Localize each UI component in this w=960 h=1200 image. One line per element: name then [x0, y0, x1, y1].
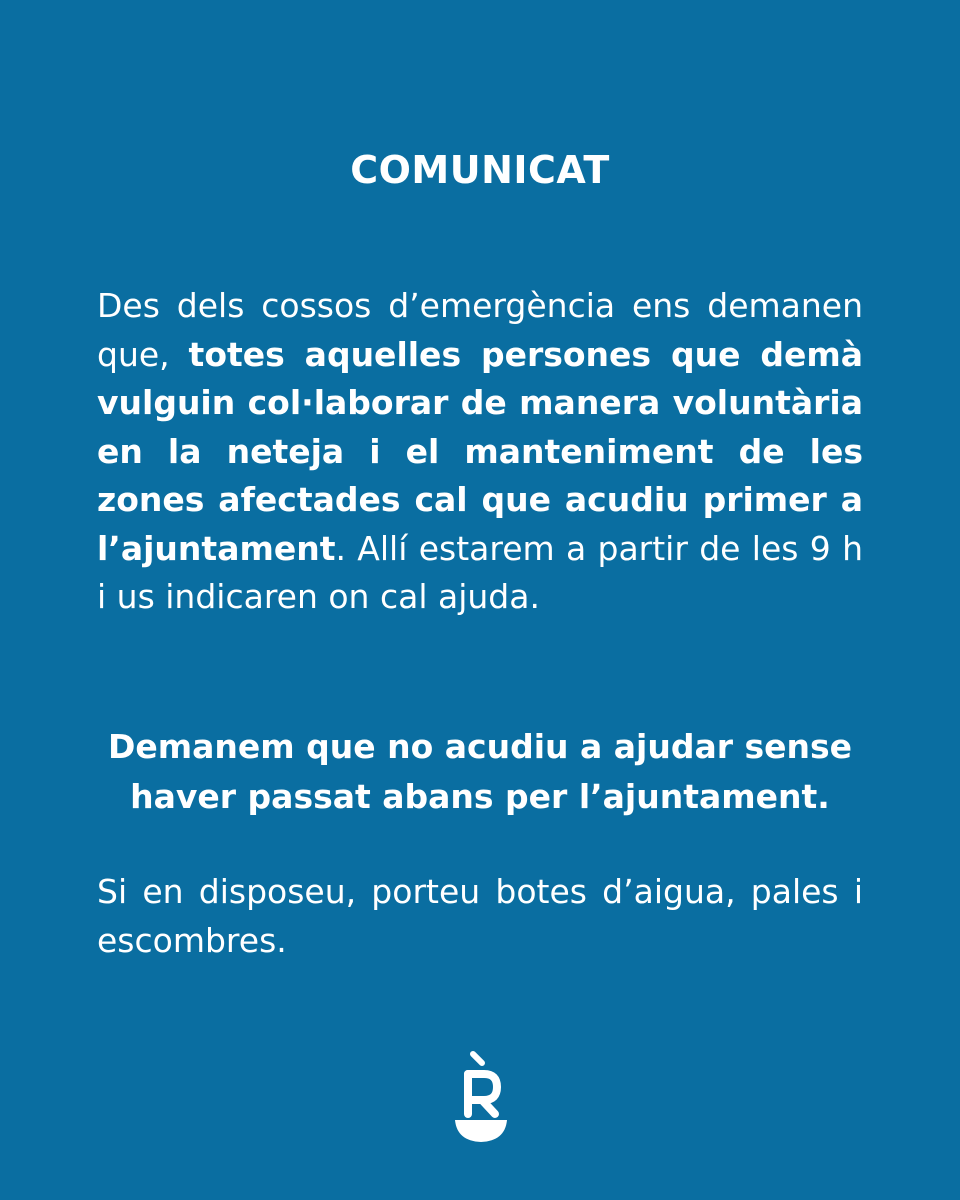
paragraph-1-segment-3: . Allí estarem a partir de les 9 h i us indicaren on cal ajuda. — [97, 528, 863, 616]
body-paragraph-3: Si en disposeu, porteu botes d’aigua, pales i escombres. — [97, 872, 863, 960]
paragraph-1-segment-2: totes aquelles persones que demà vulguin col·laborar de manera voluntària en la neteja i el manteniment de les zones afectades cal que acudiu primer a l’ajuntament — [97, 334, 863, 568]
paragraph-1-segment-1: Des dels cossos d’emergència ens demanen que, — [97, 286, 863, 374]
logo — [453, 1050, 509, 1146]
bowl-logo-icon — [453, 1050, 509, 1146]
body-paragraph-2: Demanem que no acudiu a ajudar sense haver passat abans per l’ajuntament. — [107, 727, 853, 816]
body-paragraph-1 — [97, 282, 863, 622]
page-title: COMUNICAT — [350, 148, 610, 192]
